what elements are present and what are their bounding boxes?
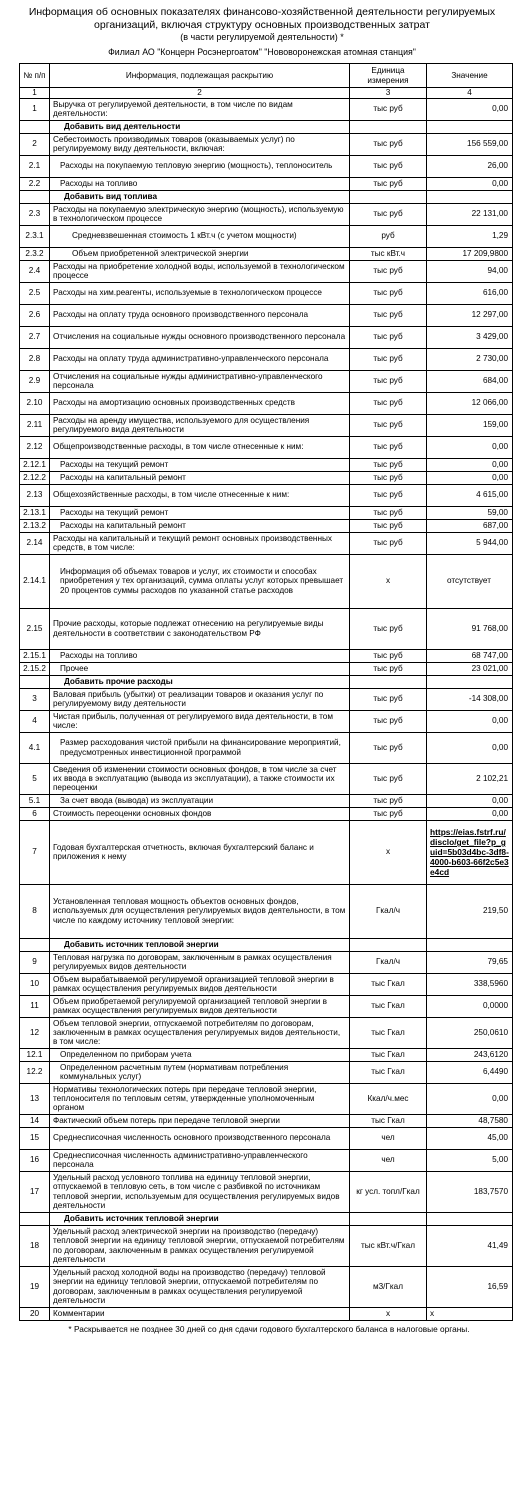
report-title-line3: (в части регулируемой деятельности) * <box>180 31 344 42</box>
value-cell: 0,00 <box>427 177 513 190</box>
indicator-label: Объем вырабатываемой регулируемой организацией тепловой энергии в рамках осуществления регулируемых видов деятельности <box>50 973 350 995</box>
indicator-label: Расходы на амортизацию основных производственных средств <box>50 392 350 414</box>
value-cell: 23 021,00 <box>427 662 513 675</box>
unit-cell: тыс Гкал <box>350 1017 427 1048</box>
unit-cell: руб <box>350 225 427 247</box>
row-number: 19 <box>20 1266 50 1307</box>
table-row <box>20 794 513 807</box>
value-cell: 41,49 <box>427 1225 513 1266</box>
value-cell: 0,00 <box>427 807 513 820</box>
table-row <box>20 884 513 938</box>
value-cell: 183,7570 <box>427 1171 513 1212</box>
unit-cell: х <box>350 820 427 884</box>
section-unit-cell <box>350 675 427 688</box>
value-cell: 12 297,00 <box>427 304 513 326</box>
unit-cell: тыс руб <box>350 133 427 155</box>
indicator-label: Среднесписочная численность административно-управленческого персонала <box>50 1149 350 1171</box>
row-number: 12.2 <box>20 1061 50 1083</box>
table-row <box>20 532 513 554</box>
unit-cell: тыс руб <box>350 794 427 807</box>
section-add-link[interactable]: Добавить прочие расходы <box>50 675 350 688</box>
indicator-label: Валовая прибыль (убытки) от реализации товаров и оказания услуг по регулируемому виду деятельности <box>50 688 350 710</box>
indicator-label: Определенном расчетным путем (нормативам потребления коммунальных услуг) <box>50 1061 350 1083</box>
row-number: 2.3 <box>20 203 50 225</box>
unit-cell: тыс руб <box>350 392 427 414</box>
value-cell: 338,5960 <box>427 973 513 995</box>
row-number: 2.15 <box>20 608 50 649</box>
unit-cell: тыс кВт.ч/Гкал <box>350 1225 427 1266</box>
indicator-label: Удельный расход условного топлива на единицу тепловой энергии, отпускаемой в тепловую сеть, в том числе с разбивкой по источникам тепловой энергии, используемым для осуществления регулируемых видов деятельности <box>50 1171 350 1212</box>
indicator-label: Нормативы технологических потерь при передаче тепловой энергии, теплоносителя по тепловым сетям, утвержденные уполномоченным органом <box>50 1083 350 1114</box>
section-num-cell <box>20 938 50 951</box>
unit-cell: тыс Гкал <box>350 1061 427 1083</box>
unit-cell: тыс руб <box>350 155 427 177</box>
indicator-label: Расходы на покупаемую электрическую энергию (мощность), используемую в технологическом процессе <box>50 203 350 225</box>
section-add-row <box>20 1212 513 1225</box>
indicator-label: Комментарии <box>50 1307 350 1320</box>
indicator-label: Расходы на капитальный ремонт <box>50 519 350 532</box>
table-row <box>20 1127 513 1149</box>
value-cell: 3 429,00 <box>427 326 513 348</box>
unit-cell: тыс руб <box>350 177 427 190</box>
table-row <box>20 1114 513 1127</box>
section-unit-cell <box>350 1212 427 1225</box>
value-cell: 91 768,00 <box>427 608 513 649</box>
row-number: 12 <box>20 1017 50 1048</box>
section-add-row <box>20 120 513 133</box>
row-number: 2.13 <box>20 484 50 506</box>
table-row <box>20 1307 513 1320</box>
unit-cell: тыс руб <box>350 688 427 710</box>
table-row <box>20 348 513 370</box>
col-header-num: № п/п <box>20 64 50 88</box>
value-cell: 0,00 <box>427 710 513 732</box>
value-cell: отсутствует <box>427 554 513 608</box>
value-cell: 48,7580 <box>427 1114 513 1127</box>
unit-cell: тыс руб <box>350 98 427 120</box>
unit-cell: тыс руб <box>350 662 427 675</box>
col-header-value: Значение <box>427 64 513 88</box>
section-value-cell <box>427 675 513 688</box>
table-row <box>20 1171 513 1212</box>
row-number: 16 <box>20 1149 50 1171</box>
value-cell: 94,00 <box>427 260 513 282</box>
indicator-label: Общепроизводственные расходы, в том числе отнесенные к ним: <box>50 436 350 458</box>
value-cell: 0,00 <box>427 794 513 807</box>
indicator-label: Среднесписочная численность основного производственного персонала <box>50 1127 350 1149</box>
unit-cell: Ккал/ч.мес <box>350 1083 427 1114</box>
indicator-label: Объем приобретаемой регулируемой организацией тепловой энергии в рамках осуществления регулируемых видов деятельности <box>50 995 350 1017</box>
unit-cell: тыс руб <box>350 710 427 732</box>
table-row <box>20 951 513 973</box>
table-row <box>20 662 513 675</box>
table-row <box>20 1149 513 1171</box>
value-cell: 22 131,00 <box>427 203 513 225</box>
unit-cell: тыс Гкал <box>350 973 427 995</box>
organization-name: Филиал АО "Концерн Росэнергоатом" "Нововоронежская атомная станция" <box>108 46 416 57</box>
section-value-cell <box>427 190 513 203</box>
indicator-label: Расходы на аренду имущества, используемого для осуществления регулируемого вида деятельности <box>50 414 350 436</box>
col-number: 1 <box>20 88 50 98</box>
value-cell: 59,00 <box>427 506 513 519</box>
value-cell: 5,00 <box>427 1149 513 1171</box>
row-number: 2.10 <box>20 392 50 414</box>
table-row <box>20 649 513 662</box>
indicator-label: Удельный расход электрической энергии на производство (передачу) тепловой энергии на единицу тепловой энергии, отпускаемой потребителям по договорам, заключенным в рамках осуществления регулируемой деятельности <box>50 1225 350 1266</box>
row-number: 2.11 <box>20 414 50 436</box>
row-number: 2.6 <box>20 304 50 326</box>
indicator-label: Себестоимость производимых товаров (оказываемых услуг) по регулируемому виду деятельности, включая: <box>50 133 350 155</box>
value-cell: 2 730,00 <box>427 348 513 370</box>
unit-cell: тыс руб <box>350 763 427 794</box>
row-number: 11 <box>20 995 50 1017</box>
value-cell: 1,29 <box>427 225 513 247</box>
unit-cell: кг усл. топл/Гкал <box>350 1171 427 1212</box>
section-add-link[interactable]: Добавить вид топлива <box>50 190 350 203</box>
indicator-label: Чистая прибыль, полученная от регулируемого вида деятельности, в том числе: <box>50 710 350 732</box>
unit-cell: тыс руб <box>350 282 427 304</box>
row-number: 2.3.2 <box>20 247 50 260</box>
value-cell: 12 066,00 <box>427 392 513 414</box>
table-row <box>20 608 513 649</box>
table-row <box>20 436 513 458</box>
row-number: 2 <box>20 133 50 155</box>
unit-cell: м3/Гкал <box>350 1266 427 1307</box>
indicator-label: Фактический объем потерь при передаче тепловой энергии <box>50 1114 350 1127</box>
table-row <box>20 326 513 348</box>
row-number: 1 <box>20 98 50 120</box>
value-cell: 687,00 <box>427 519 513 532</box>
indicator-label: Расходы на оплату труда административно-управленческого персонала <box>50 348 350 370</box>
row-number: 12.1 <box>20 1048 50 1061</box>
unit-cell: тыс Гкал <box>350 995 427 1017</box>
indicator-label: Информация об объемах товаров и услуг, их стоимости и способах приобретения у тех организаций, сумма оплаты услуг которых превышает 20 процентов суммы расходов по указанной статье расходов <box>50 554 350 608</box>
table-header-row <box>20 64 513 88</box>
unit-cell: тыс руб <box>350 506 427 519</box>
unit-cell: тыс руб <box>350 326 427 348</box>
row-number: 17 <box>20 1171 50 1212</box>
indicator-label: Отчисления на социальные нужды основного производственного персонала <box>50 326 350 348</box>
unit-cell: Гкал/ч <box>350 951 427 973</box>
row-number: 2.14 <box>20 532 50 554</box>
row-number: 18 <box>20 1225 50 1266</box>
row-number: 9 <box>20 951 50 973</box>
value-cell: -14 308,00 <box>427 688 513 710</box>
table-row <box>20 98 513 120</box>
column-number-row <box>20 88 513 98</box>
row-number: 2.5 <box>20 282 50 304</box>
section-add-row <box>20 675 513 688</box>
table-row <box>20 820 513 884</box>
value-cell: 243,6120 <box>427 1048 513 1061</box>
section-num-cell <box>20 120 50 133</box>
col-header-info: Информация, подлежащая раскрытию <box>50 64 350 88</box>
indicator-label: Общехозяйственные расходы, в том числе отнесенные к ним: <box>50 484 350 506</box>
row-number: 2.12.2 <box>20 471 50 484</box>
table-row <box>20 225 513 247</box>
unit-cell: тыс руб <box>350 649 427 662</box>
section-add-link[interactable]: Добавить источник тепловой энергии <box>50 938 350 951</box>
indicator-label: Установленная тепловая мощность объектов основных фондов, используемых для осуществления регулируемых видов деятельности, в том числе по каждому источнику тепловой энергии: <box>50 884 350 938</box>
row-number: 8 <box>20 884 50 938</box>
footnote: * Раскрывается не позднее 30 дней со дня сдачи годового бухгалтерского баланса в налоговые органы. <box>68 1323 470 1334</box>
unit-cell: тыс руб <box>350 260 427 282</box>
row-number: 2.13.1 <box>20 506 50 519</box>
row-number: 2.1 <box>20 155 50 177</box>
report-title-line1: Информация об основных показателях финансово-хозяйственной деятельности регулируемых <box>28 6 496 18</box>
col-number: 2 <box>50 88 350 98</box>
unit-cell: тыс руб <box>350 519 427 532</box>
unit-cell: тыс руб <box>350 414 427 436</box>
row-number: 15 <box>20 1127 50 1149</box>
indicator-label: Расходы на капитальный и текущий ремонт основных производственных средств, в том числе: <box>50 532 350 554</box>
unit-cell: тыс руб <box>350 370 427 392</box>
table-row <box>20 247 513 260</box>
row-number: 20 <box>20 1307 50 1320</box>
row-number: 2.9 <box>20 370 50 392</box>
report-header <box>0 0 524 57</box>
table-row <box>20 1083 513 1114</box>
table-row <box>20 282 513 304</box>
table-row <box>20 1225 513 1266</box>
unit-cell: х <box>350 554 427 608</box>
indicator-label: Определенном по приборам учета <box>50 1048 350 1061</box>
row-number: 2.12 <box>20 436 50 458</box>
table-row <box>20 370 513 392</box>
unit-cell: тыс Гкал <box>350 1048 427 1061</box>
section-value-cell <box>427 1212 513 1225</box>
unit-cell: чел <box>350 1149 427 1171</box>
table-row <box>20 807 513 820</box>
row-number: 2.7 <box>20 326 50 348</box>
value-cell: 0,00 <box>427 1083 513 1114</box>
table-row <box>20 260 513 282</box>
indicator-label: Расходы на хим.реагенты, используемые в технологическом процессе <box>50 282 350 304</box>
row-number: 2.3.1 <box>20 225 50 247</box>
indicator-label: Расходы на оплату труда основного производственного персонала <box>50 304 350 326</box>
table-row <box>20 688 513 710</box>
value-cell: 0,00 <box>427 98 513 120</box>
value-cell: 79,65 <box>427 951 513 973</box>
unit-cell: тыс руб <box>350 732 427 763</box>
indicator-label: Расходы на текущий ремонт <box>50 506 350 519</box>
col-header-unit: Единица измерения <box>350 64 427 88</box>
value-cell: 250,0610 <box>427 1017 513 1048</box>
value-cell: 616,00 <box>427 282 513 304</box>
indicator-label: Тепловая нагрузка по договорам, заключенным в рамках осуществления регулируемых видов деятельности <box>50 951 350 973</box>
value-cell: 6,4490 <box>427 1061 513 1083</box>
section-add-row <box>20 190 513 203</box>
value-cell: 0,00 <box>427 471 513 484</box>
section-unit-cell <box>350 938 427 951</box>
table-row <box>20 155 513 177</box>
table-row <box>20 506 513 519</box>
indicator-label: Расходы на топливо <box>50 649 350 662</box>
value-cell: 219,50 <box>427 884 513 938</box>
value-cell: 5 944,00 <box>427 532 513 554</box>
table-row <box>20 458 513 471</box>
section-add-link[interactable]: Добавить источник тепловой энергии <box>50 1212 350 1225</box>
row-number: 2.15.1 <box>20 649 50 662</box>
table-row <box>20 304 513 326</box>
table-body <box>20 98 513 1320</box>
unit-cell: тыс руб <box>350 304 427 326</box>
value-cell: 0,00 <box>427 436 513 458</box>
table-row <box>20 392 513 414</box>
section-add-link[interactable]: Добавить вид деятельности <box>50 120 350 133</box>
value-cell: 68 747,00 <box>427 649 513 662</box>
row-number: 2.13.2 <box>20 519 50 532</box>
table-row <box>20 732 513 763</box>
table-row <box>20 484 513 506</box>
indicator-label: Объем приобретенной электрической энергии <box>50 247 350 260</box>
table-row <box>20 203 513 225</box>
table-row <box>20 1266 513 1307</box>
unit-cell: тыс руб <box>350 484 427 506</box>
value-cell: 159,00 <box>427 414 513 436</box>
row-number: 4.1 <box>20 732 50 763</box>
value-cell: 684,00 <box>427 370 513 392</box>
table-row <box>20 995 513 1017</box>
indicator-label: Объем тепловой энергии, отпускаемой потребителям по договорам, заключенным в рамках осуществления регулируемых видов деятельности, в том числе: <box>50 1017 350 1048</box>
row-number: 5.1 <box>20 794 50 807</box>
unit-cell: тыс руб <box>350 203 427 225</box>
row-number: 2.14.1 <box>20 554 50 608</box>
report-file-link[interactable]: https://eias.fstrf.ru/disclo/get_file?p_guid=5b03d4bc-3df8-4000-b603-66f2c5e3e4cd <box>427 820 513 884</box>
value-cell: 26,00 <box>427 155 513 177</box>
table-row <box>20 710 513 732</box>
section-unit-cell <box>350 120 427 133</box>
col-number: 4 <box>427 88 513 98</box>
section-value-cell <box>427 938 513 951</box>
unit-cell: х <box>350 1307 427 1320</box>
table-row <box>20 414 513 436</box>
indicator-label: Отчисления на социальные нужды административно-управленческого персонала <box>50 370 350 392</box>
value-cell: 45,00 <box>427 1127 513 1149</box>
table-row <box>20 763 513 794</box>
value-cell: 0,00 <box>427 732 513 763</box>
section-num-cell <box>20 1212 50 1225</box>
table-row <box>20 519 513 532</box>
row-number: 2.15.2 <box>20 662 50 675</box>
row-number: 5 <box>20 763 50 794</box>
col-number: 3 <box>350 88 427 98</box>
indicator-label: Сведения об изменении стоимости основных фондов, в том числе за счет их ввода в эксплуатацию (вывода из эксплуатации), а также стоимости их переоценки <box>50 763 350 794</box>
indicator-label: Прочее <box>50 662 350 675</box>
section-num-cell <box>20 190 50 203</box>
value-cell: 17 209,9800 <box>427 247 513 260</box>
indicator-label: Прочие расходы, которые подлежат отнесению на регулируемые виды деятельности в соответствии с законодательством РФ <box>50 608 350 649</box>
unit-cell: тыс руб <box>350 348 427 370</box>
unit-cell: тыс Гкал <box>350 1114 427 1127</box>
table-row <box>20 177 513 190</box>
value-cell: 16,59 <box>427 1266 513 1307</box>
unit-cell: тыс руб <box>350 458 427 471</box>
table-row <box>20 1061 513 1083</box>
unit-cell: тыс руб <box>350 436 427 458</box>
row-number: 2.12.1 <box>20 458 50 471</box>
row-number: 2.2 <box>20 177 50 190</box>
table-row <box>20 554 513 608</box>
value-cell: 156 559,00 <box>427 133 513 155</box>
value-cell: 0,0000 <box>427 995 513 1017</box>
value-cell: 0,00 <box>427 458 513 471</box>
indicator-label: Выручка от регулируемой деятельности, в том числе по видам деятельности: <box>50 98 350 120</box>
value-cell: х <box>427 1307 513 1320</box>
row-number: 14 <box>20 1114 50 1127</box>
indicator-label: Расходы на приобретение холодной воды, используемой в технологическом процессе <box>50 260 350 282</box>
row-number: 4 <box>20 710 50 732</box>
unit-cell: тыс руб <box>350 807 427 820</box>
indicator-label: За счет ввода (вывода) из эксплуатации <box>50 794 350 807</box>
indicators-table <box>19 63 513 1320</box>
row-number: 3 <box>20 688 50 710</box>
value-cell: 4 615,00 <box>427 484 513 506</box>
value-cell: 2 102,21 <box>427 763 513 794</box>
table-row <box>20 1048 513 1061</box>
indicator-label: Стоимость переоценки основных фондов <box>50 807 350 820</box>
indicator-label: Расходы на текущий ремонт <box>50 458 350 471</box>
unit-cell: тыс руб <box>350 471 427 484</box>
indicator-label: Размер расходования чистой прибыли на финансирование мероприятий, предусмотренных инвестиционной программой <box>50 732 350 763</box>
unit-cell: тыс руб <box>350 608 427 649</box>
unit-cell: чел <box>350 1127 427 1149</box>
indicator-label: Удельный расход холодной воды на производство (передачу) тепловой энергии на единицу тепловой энергии, отпускаемой потребителям по договорам, заключенным в рамках осуществления регулируемой деятельности <box>50 1266 350 1307</box>
unit-cell: Гкал/ч <box>350 884 427 938</box>
table-row <box>20 1017 513 1048</box>
section-value-cell <box>427 120 513 133</box>
section-num-cell <box>20 675 50 688</box>
indicator-label: Расходы на топливо <box>50 177 350 190</box>
indicator-label: Годовая бухгалтерская отчетность, включая бухгалтерский баланс и приложения к нему <box>50 820 350 884</box>
row-number: 2.4 <box>20 260 50 282</box>
row-number: 13 <box>20 1083 50 1114</box>
row-number: 6 <box>20 807 50 820</box>
unit-cell: тыс руб <box>350 532 427 554</box>
section-add-row <box>20 938 513 951</box>
table-row <box>20 133 513 155</box>
indicator-label: Расходы на покупаемую тепловую энергию (мощность), теплоноситель <box>50 155 350 177</box>
report-title-line2: организаций, включая структуру основных производственных затрат <box>94 18 430 31</box>
row-number: 10 <box>20 973 50 995</box>
table-row <box>20 471 513 484</box>
row-number: 2.8 <box>20 348 50 370</box>
row-number: 7 <box>20 820 50 884</box>
table-row <box>20 973 513 995</box>
indicator-label: Средневзвешенная стоимость 1 кВт.ч (с учетом мощности) <box>50 225 350 247</box>
unit-cell: тыс кВт.ч <box>350 247 427 260</box>
section-unit-cell <box>350 190 427 203</box>
indicator-label: Расходы на капитальный ремонт <box>50 471 350 484</box>
